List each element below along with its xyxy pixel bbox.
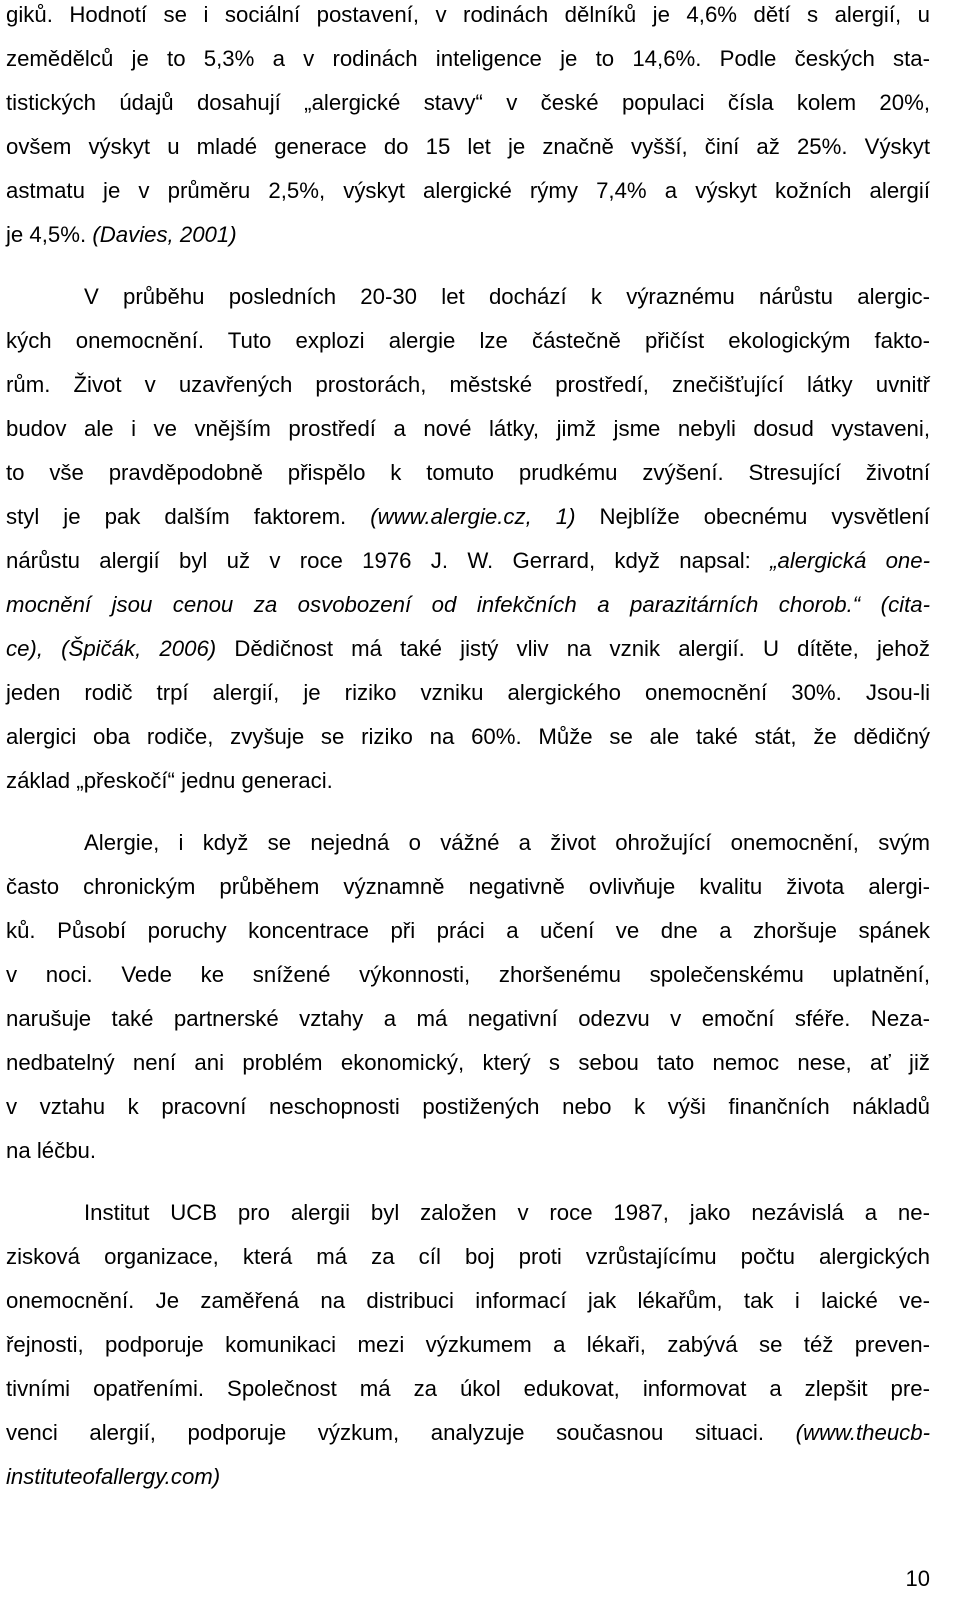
text-line: řejnosti, podporuje komunikaci mezi výzkumem a lékaři, zabývá se též preven- (6, 1332, 930, 1357)
text-line (6, 636, 930, 662)
text-line (6, 222, 930, 248)
citation: (www.theucb- (795, 1420, 930, 1445)
text-line: giků. Hodnotí se i sociální postavení, v rodinách dělníků je 4,6% dětí s alergií, u (6, 2, 930, 27)
text-line: budov ale i ve vnějším prostředí a nové látky, jimž jsme nebyli dosud vystaveni, (6, 416, 930, 441)
text-span: venci alergií, podporuje výzkum, analyzuje současnou situaci. (6, 1420, 796, 1445)
text-line: v vztahu k pracovní neschopnosti postižených nebo k výši finančních nákladů (6, 1094, 930, 1119)
text-span: Nejblíže obecnému vysvětlení (575, 504, 930, 529)
text-line: tivními opatřeními. Společnost má za úkol edukovat, informovat a zlepšit pre- (6, 1376, 930, 1401)
text-line: rům. Život v uzavřených prostorách, městské prostředí, znečišťující látky uvnitř (6, 372, 930, 397)
text-line: nedbatelný není ani problém ekonomický, který s sebou tato nemoc nese, ať již (6, 1050, 930, 1075)
page-number: 10 (905, 1566, 930, 1591)
text-line: často chronickým průběhem významně negativně ovlivňuje kvalitu života alergi- (6, 874, 930, 899)
text-line: onemocnění. Je zaměřená na distribuci informací jak lékařům, tak i laické ve- (6, 1288, 930, 1313)
text-line (6, 548, 930, 574)
text-line: zemědělců je to 5,3% a v rodinách inteligence je to 14,6%. Podle českých sta- (6, 46, 930, 71)
citation: instituteofallergy.com) (6, 1464, 221, 1489)
citation: ce), (Špičák, 2006) (6, 636, 217, 661)
text-line: na léčbu. (6, 1138, 97, 1163)
quote: „alergická one- (770, 548, 930, 573)
text-line (6, 1464, 930, 1490)
text-line: astmatu je v průměru 2,5%, výskyt alergické rýmy 7,4% a výskyt kožních alergií (6, 178, 930, 203)
text-span: nárůstu alergií byl už v roce 1976 J. W. Gerrard, když napsal: (6, 548, 771, 573)
text-line: V průběhu posledních 20-30 let dochází k výraznému nárůstu alergic- (84, 284, 930, 309)
text-line: Institut UCB pro alergii byl založen v roce 1987, jako nezávislá a ne- (84, 1200, 930, 1225)
text-span: je 4,5%. (6, 222, 93, 247)
text-span: Dědičnost má také jistý vliv na vznik alergií. U dítěte, jehož (216, 636, 930, 661)
text-line: v noci. Vede ke snížené výkonnosti, zhoršenému společenskému uplatnění, (6, 962, 930, 987)
text-line (6, 504, 930, 530)
text-line: ovšem výskyt u mladé generace do 15 let je značně vyšší, činí až 25%. Výskyt (6, 134, 930, 159)
text-line: kých onemocnění. Tuto explozi alergie lze částečně přičíst ekologickým fakto- (6, 328, 930, 353)
text-line: zisková organizace, která má za cíl boj proti vzrůstajícímu počtu alergických (6, 1244, 930, 1269)
text-line: jeden rodič trpí alergií, je riziko vzniku alergického onemocnění 30%. Jsou-li (6, 680, 930, 705)
text-line: to vše pravděpodobně přispělo k tomuto prudkému zvýšení. Stresující životní (6, 460, 930, 485)
citation: (www.alergie.cz, 1) (370, 504, 576, 529)
text-line: Alergie, i když se nejedná o vážné a život ohrožující onemocnění, svým (84, 830, 930, 855)
text-line: alergici oba rodiče, zvyšuje se riziko na 60%. Může se ale také stát, že dědičný (6, 724, 930, 749)
text-line: tistických údajů dosahují „alergické stavy“ v české populaci čísla kolem 20%, (6, 90, 930, 115)
text-line: ků. Působí poruchy koncentrace při práci a učení ve dne a zhoršuje spánek (6, 918, 930, 943)
text-span: styl je pak dalším faktorem. (6, 504, 371, 529)
text-line: základ „přeskočí“ jednu generaci. (6, 768, 333, 793)
text-line: narušuje také partnerské vztahy a má negativní odezvu v emoční sféře. Neza- (6, 1006, 930, 1031)
text-line (6, 592, 930, 618)
citation: (Davies, 2001) (92, 222, 237, 247)
quote: mocnění jsou cenou za osvobození od infekčních a parazitárních chorob.“ (cita- (6, 592, 930, 617)
text-line (6, 1420, 930, 1446)
